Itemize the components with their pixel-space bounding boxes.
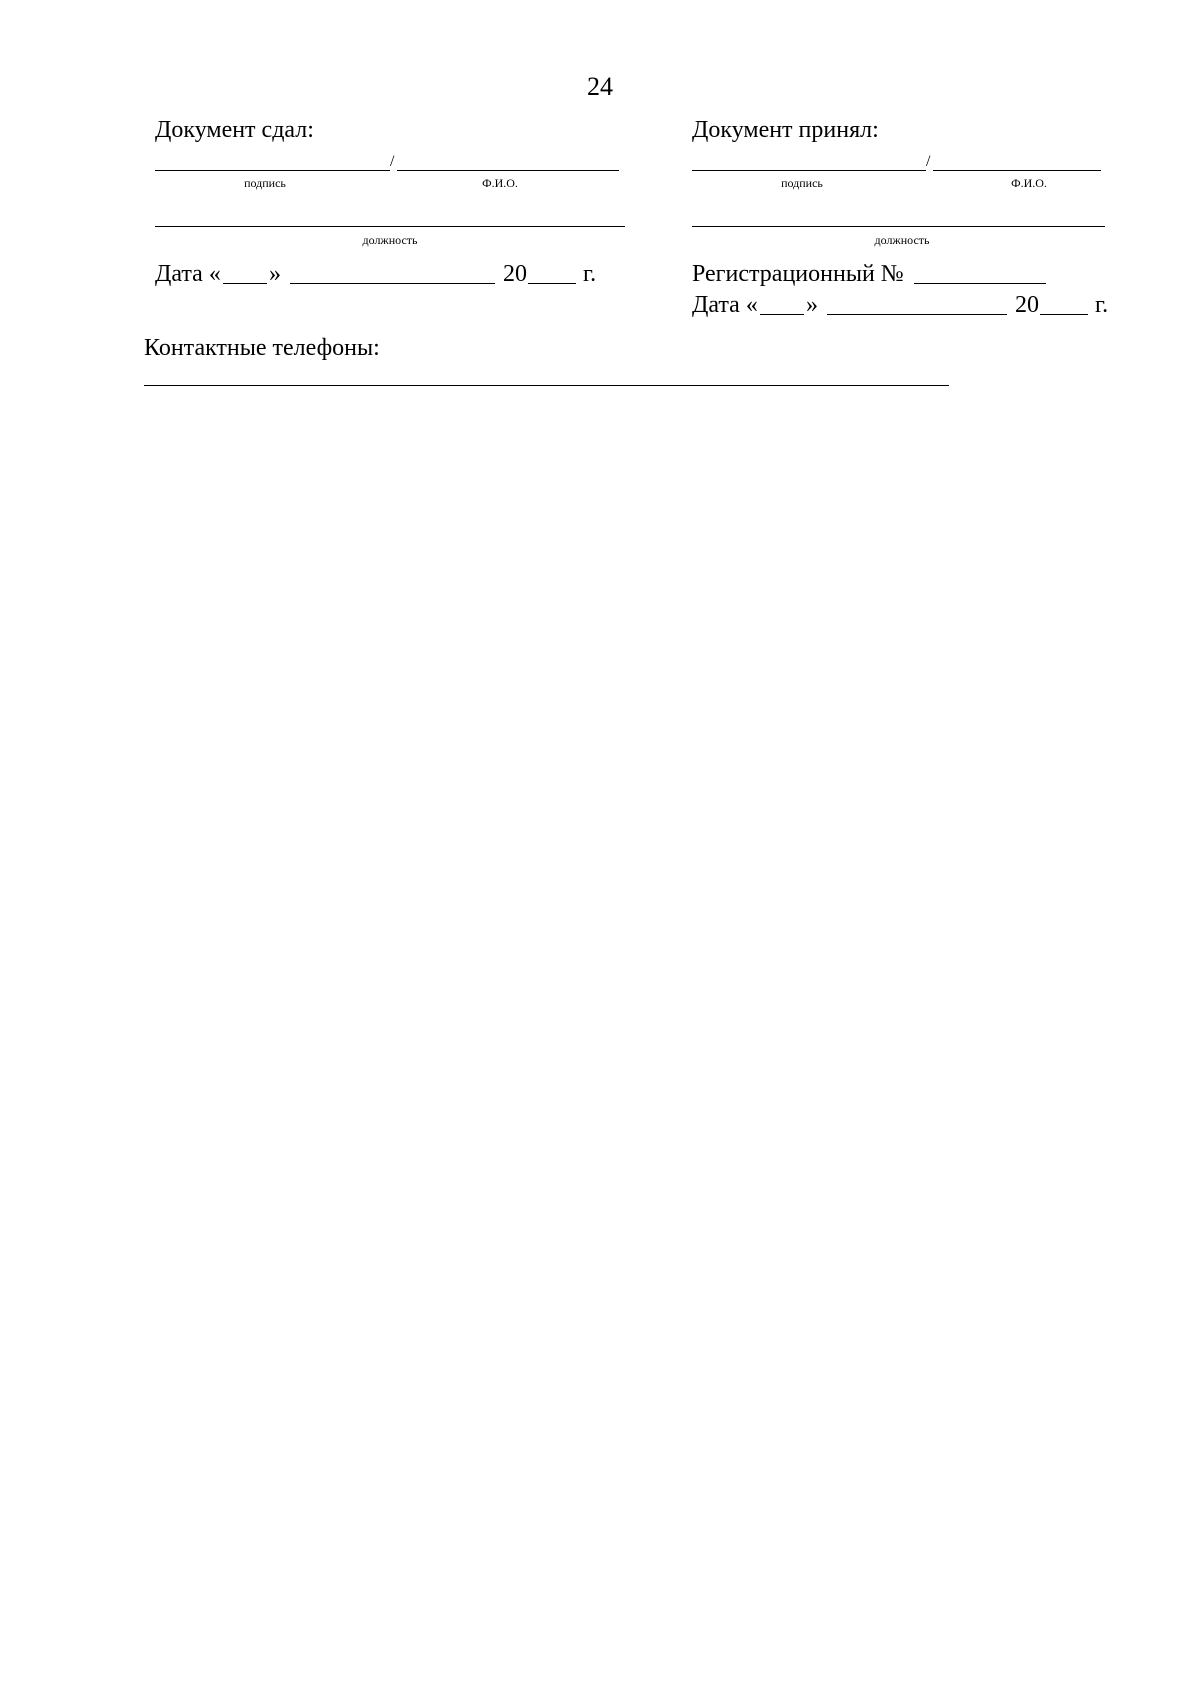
accepted-year-prefix: 20 [1015,292,1039,318]
accepted-date-mid: » [806,292,818,318]
submitted-day-field[interactable] [223,283,267,284]
page-number: 24 [587,72,613,101]
accepted-year-suffix: г. [1095,292,1109,318]
submitted-fio-line [397,170,619,171]
submitted-date-mid: » [269,261,281,287]
submitted-date-row [155,260,615,290]
submitted-date-prefix: Дата « [155,261,221,287]
registration-number-row [692,260,1112,290]
submitted-year-prefix: 20 [503,261,527,287]
submitted-slash: / [390,153,395,170]
submitted-fio-label: Ф.И.О. [482,176,518,190]
contacts-line[interactable] [144,385,949,386]
accepted-by-heading: Документ принял: [692,117,879,143]
registration-label: Регистрационный № [692,261,904,287]
accepted-month-field[interactable] [827,314,1007,315]
accepted-fio-line [933,170,1101,171]
submitted-year-suffix: г. [583,261,597,287]
accepted-position-line [692,226,1105,227]
accepted-date-row [692,291,1112,321]
submitted-signature-label: подпись [244,176,286,190]
accepted-fio-label: Ф.И.О. [1011,176,1047,190]
submitted-month-field[interactable] [290,283,495,284]
accepted-slash: / [926,153,931,170]
submitted-position-line [155,226,625,227]
submitted-position-label: должность [362,233,418,247]
accepted-date-prefix: Дата « [692,292,758,318]
accepted-year-field[interactable] [1040,314,1088,315]
accepted-signature-line [692,170,926,171]
accepted-position-label: должность [874,233,930,247]
contacts-label: Контактные телефоны: [144,335,380,361]
accepted-signature-label: подпись [781,176,823,190]
submitted-signature-line [155,170,390,171]
submitted-by-heading: Документ сдал: [155,117,314,143]
submitted-year-field[interactable] [528,283,576,284]
registration-number-field[interactable] [914,283,1046,284]
accepted-day-field[interactable] [760,314,804,315]
